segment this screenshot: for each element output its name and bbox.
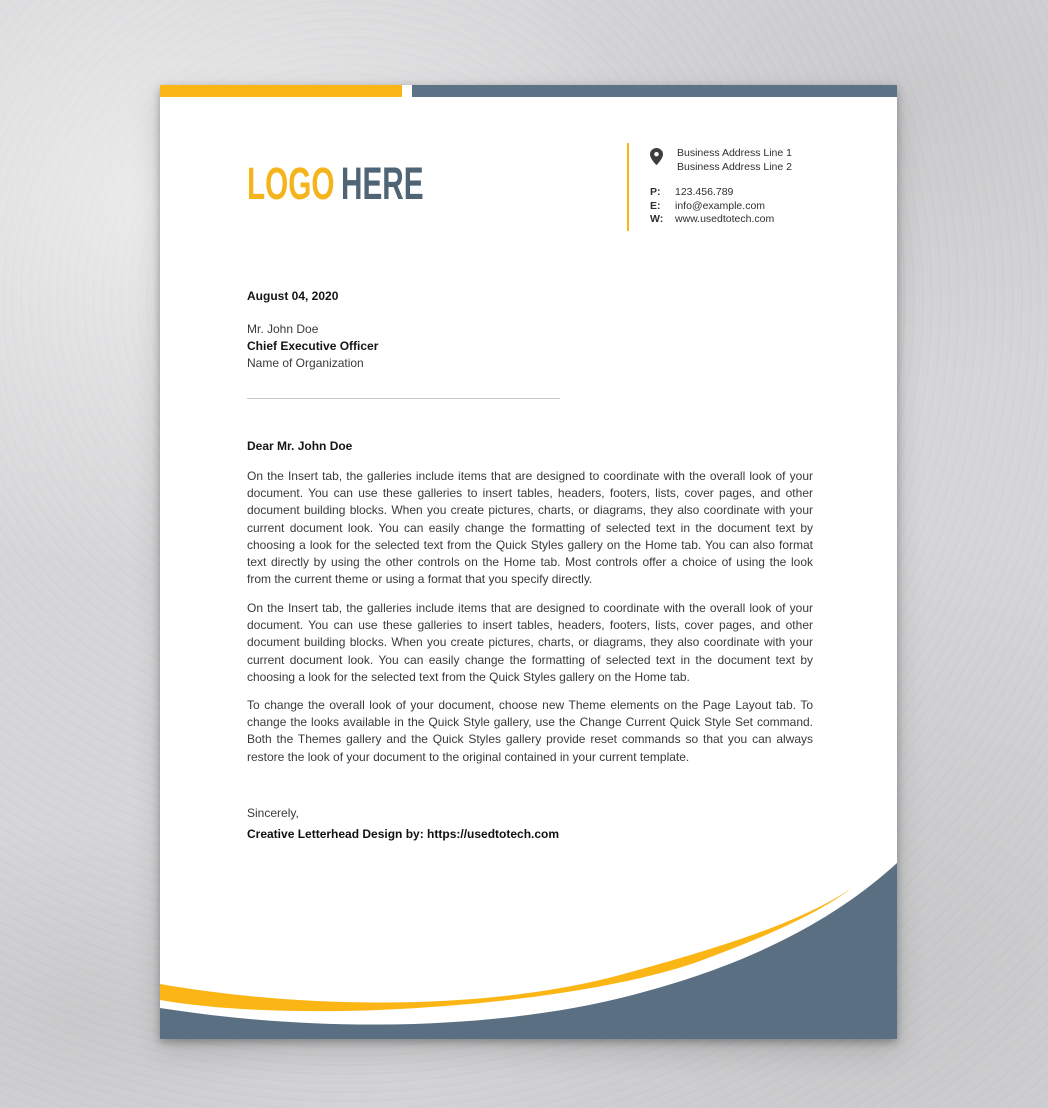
contact-block [627, 143, 877, 231]
location-pin-icon [650, 148, 663, 165]
contact-rows [650, 186, 877, 227]
contact-row-phone [650, 186, 877, 200]
salutation: Dear Mr. John Doe [247, 439, 353, 453]
logo [247, 158, 424, 209]
contact-row-email [650, 200, 877, 214]
letterhead-page [160, 85, 897, 1039]
swoosh-yellow-shape [160, 887, 853, 1011]
recipient-name: Mr. John Doe [247, 322, 319, 336]
address-line-1: Business Address Line 1 [677, 147, 792, 159]
swoosh-slate-shape [160, 863, 897, 1039]
logo-word-logo: LOGO [247, 158, 335, 209]
email-value: info@example.com [675, 199, 766, 212]
phone-value: 123.456.789 [675, 186, 734, 198]
recipient-title: Chief Executive Officer [247, 339, 379, 353]
closing-line: Sincerely, [247, 806, 299, 820]
phone-label: P: [650, 186, 661, 198]
recipient-organization: Name of Organization [247, 356, 364, 370]
top-bar-slate [412, 85, 897, 97]
body-paragraph-3: To change the overall look of your document, choose new Theme elements on the Page Layout tab. To change the looks available in the Quick Style gallery, use the Change Current Quick Style Set command. Both the Themes gallery and the Quick Styles gallery provide reset commands so that you can always restore the look of your document to the original contained in your current template. [247, 698, 813, 764]
address-lines [677, 147, 792, 174]
website-value: www.usedtotech.com [675, 213, 775, 225]
top-bar-yellow [160, 85, 402, 97]
body-paragraph-2: On the Insert tab, the galleries include items that are designed to coordinate with the overall look of your document. You can use these galleries to insert tables, headers, footers, lists, cover pages, and other document building blocks. When you create pictures, charts, or diagrams, they also coordinate with your current document look. You can easily change the formatting of selected text in the document text by choosing a look for the selected text from the Quick Styles gallery on the Home tab. [247, 601, 813, 684]
divider-line [247, 398, 560, 399]
email-label: E: [650, 199, 661, 212]
contact-row-website [650, 213, 877, 227]
letter-date: August 04, 2020 [247, 289, 339, 303]
signature-line: Creative Letterhead Design by: https://usedtotech.com [247, 827, 560, 841]
recipient-block [247, 321, 813, 372]
address-line-2: Business Address Line 2 [677, 160, 792, 173]
website-label: W: [650, 213, 664, 225]
contact-address [650, 147, 877, 174]
body-paragraph-1: On the Insert tab, the galleries include items that are designed to coordinate with the overall look of your document. You can use these galleries to insert tables, headers, footers, lists, cover pages, and other document building blocks. When you create pictures, charts, or diagrams, they also coordinate with your current document look. You can easily change the formatting of selected text in the document text by choosing a look for the selected text from the Quick Styles gallery on the Home tab. You can also format text directly by using the other controls on the Home tab. Most controls offer a choice of using the look from the current theme or using a format that you specify directly. [247, 469, 813, 587]
logo-word-here: HERE [341, 158, 424, 209]
